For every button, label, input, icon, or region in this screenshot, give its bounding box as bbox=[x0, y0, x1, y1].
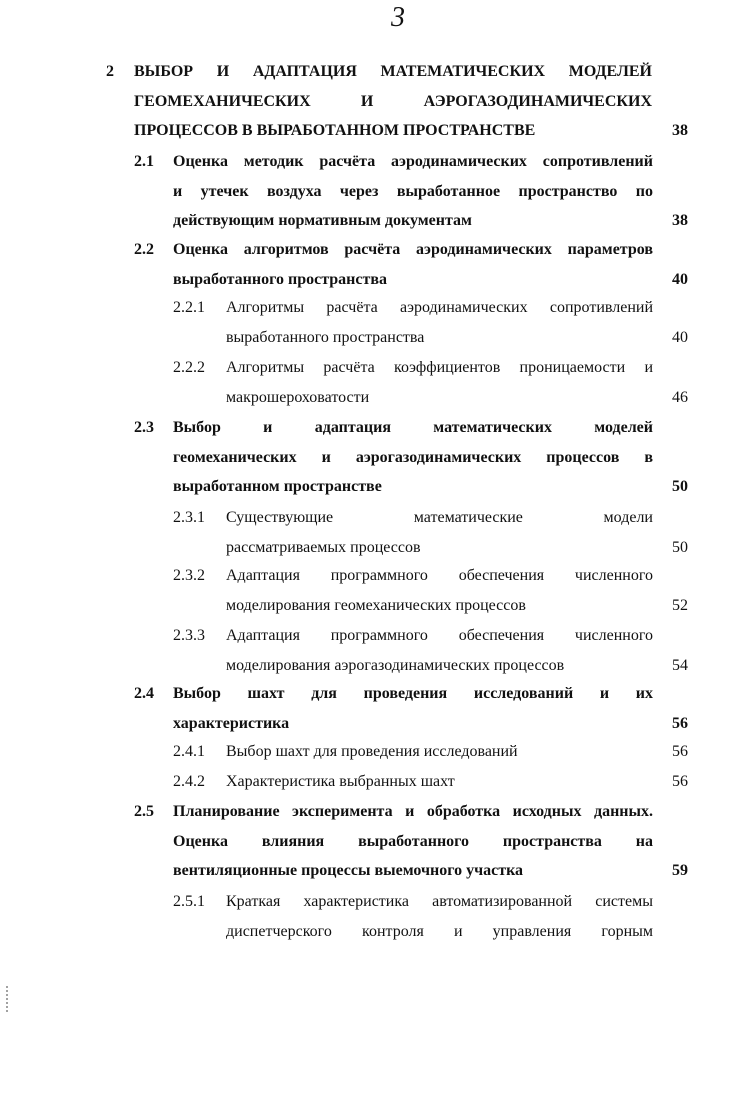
toc-entry-title-line: диспетчерского контроля и управления горным bbox=[226, 922, 653, 940]
toc-entry-page: 38 bbox=[672, 212, 688, 229]
toc-entry-number: 2.2.1 bbox=[173, 299, 205, 316]
toc-entry-number: 2.5 bbox=[134, 803, 154, 820]
toc-entry-title-line: Адаптация программного обеспечения численного bbox=[226, 627, 653, 644]
toc-entry-title-line: Существующие математические модели bbox=[226, 509, 653, 526]
page-number: 3 bbox=[391, 2, 405, 33]
toc-entry-number: 2.4 bbox=[134, 685, 154, 702]
toc-entry-page: 52 bbox=[672, 596, 688, 614]
toc-entry-number: 2.2 bbox=[134, 241, 154, 258]
toc-entry-page: 56 bbox=[672, 773, 688, 790]
toc-entry-title-line: Выбор шахт для проведения исследований bbox=[226, 743, 518, 760]
toc-entry-title-line: вентиляционные процессы выемочного участка bbox=[173, 862, 524, 879]
toc-entry-number: 2.5.1 bbox=[173, 893, 205, 910]
toc-entry-page: 50 bbox=[672, 478, 688, 495]
toc-entry-title-line: Выбор и адаптация математических моделей bbox=[173, 419, 653, 436]
toc-entry-title-line: действующим нормативным документам bbox=[173, 212, 472, 229]
toc-entry-title-line: Алгоритмы расчёта коэффициентов проницаемости и bbox=[226, 359, 653, 376]
toc-entry-title-line: выработанного пространства bbox=[226, 328, 425, 346]
toc-entry-number: 2.3 bbox=[134, 419, 154, 436]
toc-entry-page: 40 bbox=[672, 328, 688, 346]
toc-entry-title-line: рассматриваемых процессов bbox=[226, 538, 421, 556]
toc-entry-title-line: моделирования аэрогазодинамических процессов bbox=[226, 656, 565, 674]
toc-entry-title-line: моделирования геомеханических процессов bbox=[226, 596, 526, 614]
toc-entry-page: 46 bbox=[672, 388, 688, 406]
toc-entry-title-line: Планирование эксперимента и обработка исходных данных. bbox=[173, 803, 653, 820]
toc-entry-title-line: геомеханических и аэрогазодинамических процессов в bbox=[173, 448, 653, 466]
toc-entry-page: 38 bbox=[672, 122, 688, 139]
toc-entry-title-line: выработанного пространства bbox=[173, 270, 387, 288]
toc-entry-title-line: Адаптация программного обеспечения численного bbox=[226, 567, 653, 584]
toc-entry-page: 50 bbox=[672, 538, 688, 556]
toc-entry-title-line: Краткая характеристика автоматизированной системы bbox=[226, 893, 653, 910]
toc-entry-title-line: Оценка методик расчёта аэродинамических сопротивлений bbox=[173, 153, 653, 170]
toc-entry-title-line: ВЫБОР И АДАПТАЦИЯ МАТЕМАТИЧЕСКИХ МОДЕЛЕЙ bbox=[134, 63, 652, 80]
toc-entry-page: 40 bbox=[672, 270, 688, 288]
toc-entry-title-line: макрошероховатости bbox=[226, 388, 370, 406]
toc-entry-page: 59 bbox=[672, 862, 688, 879]
toc-entry-title-line: ГЕОМЕХАНИЧЕСКИХ И АЭРОГАЗОДИНАМИЧЕСКИХ bbox=[134, 92, 652, 110]
margin-mark bbox=[4, 986, 10, 1012]
toc-entry-title-line: Алгоритмы расчёта аэродинамических сопротивлений bbox=[226, 299, 653, 316]
toc-entry-page: 56 bbox=[672, 714, 688, 732]
toc-entry-title-line: характеристика bbox=[173, 714, 290, 732]
toc-entry-title-line: выработанном пространстве bbox=[173, 478, 382, 495]
toc-entry-number: 2.3.1 bbox=[173, 509, 205, 526]
toc-entry-number: 2.4.2 bbox=[173, 773, 205, 790]
toc-entry-number: 2.4.1 bbox=[173, 743, 205, 760]
toc-entry-title-line: ПРОЦЕССОВ В ВЫРАБОТАННОМ ПРОСТРАНСТВЕ bbox=[134, 122, 536, 139]
toc-entry-number: 2.3.2 bbox=[173, 567, 205, 584]
toc-entry-page: 54 bbox=[672, 656, 688, 674]
toc-entry-title-line: Выбор шахт для проведения исследований и их bbox=[173, 685, 653, 702]
toc-entry-number: 2.3.3 bbox=[173, 627, 205, 644]
toc-entry-title-line: Оценка влияния выработанного пространства на bbox=[173, 832, 653, 850]
toc-entry-page: 56 bbox=[672, 743, 688, 760]
toc-entry-title-line: Оценка алгоритмов расчёта аэродинамических параметров bbox=[173, 241, 653, 258]
toc-entry-number: 2.2.2 bbox=[173, 359, 205, 376]
toc-entry-title-line: и утечек воздуха через выработанное пространство по bbox=[173, 182, 653, 200]
toc-entry-number: 2.1 bbox=[134, 153, 154, 170]
toc-entry-number: 2 bbox=[106, 63, 114, 80]
toc-entry-title-line: Характеристика выбранных шахт bbox=[226, 773, 455, 790]
